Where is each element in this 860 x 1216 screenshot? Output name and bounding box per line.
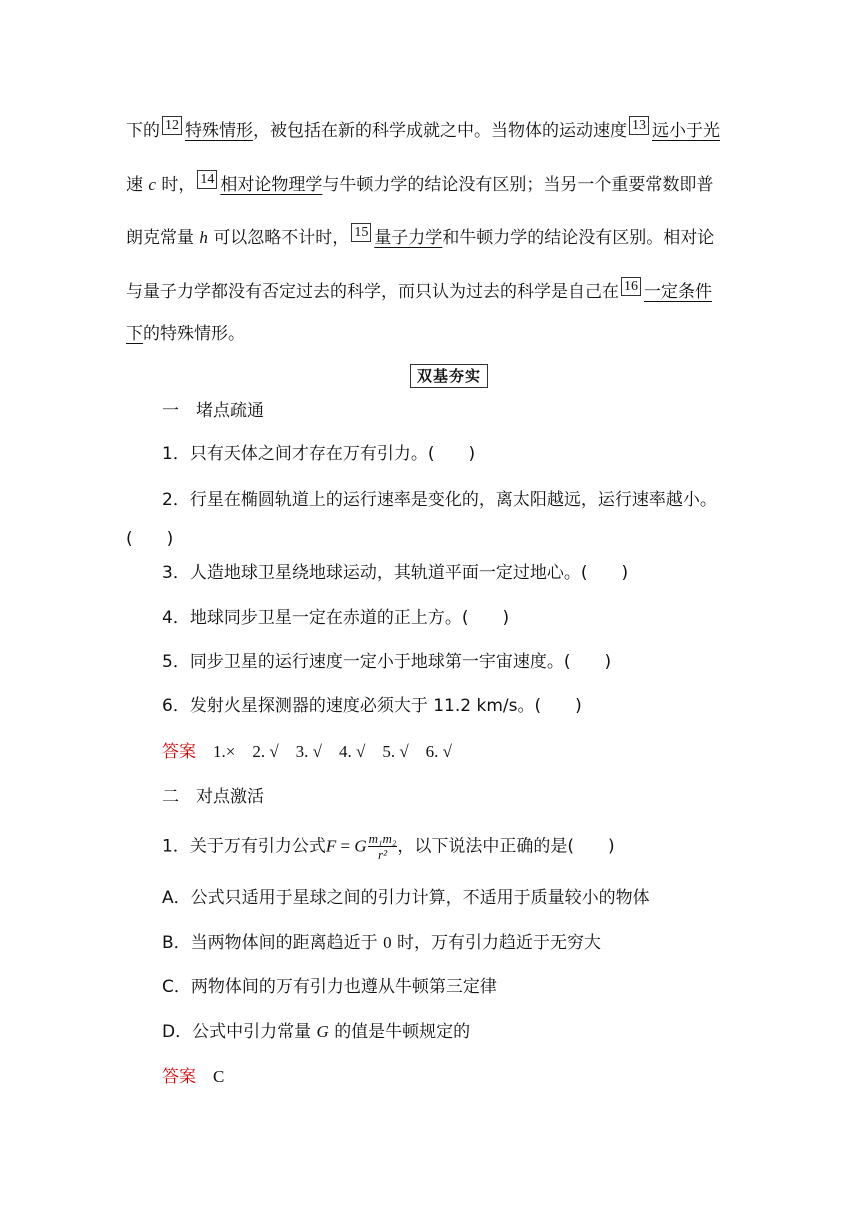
text: 速	[126, 175, 143, 195]
answer-underline: 量子力学	[374, 228, 443, 248]
section-title-box: 双基夯实	[410, 364, 488, 388]
question-4: 4．地球同步卫星一定在赤道的正上方。( )	[162, 608, 510, 628]
blank-number-16: 16	[621, 277, 641, 296]
numerator: m₁m₂	[368, 831, 397, 846]
question-formula	[162, 831, 615, 862]
question-5: 5．同步卫星的运行速度一定小于地球第一宇宙速度。( )	[162, 652, 612, 672]
text: 时，万有引力趋近于无穷大	[396, 933, 601, 953]
text: 的值是牛顿规定的	[334, 1022, 471, 1042]
text: 的特殊情形。	[143, 324, 245, 344]
text: 时，	[161, 175, 196, 195]
answer-underline: 特殊情形	[185, 121, 253, 141]
question-6: 6．发射火星探测器的速度必须大于 11.2 km/s。( )	[162, 696, 582, 716]
var-h: h	[199, 228, 208, 247]
text: D．公式中引力常量	[162, 1022, 312, 1042]
passage-line-5	[126, 321, 245, 347]
text: 朗克常量	[126, 228, 194, 248]
answer-underline: 下	[126, 324, 143, 344]
answer-line-2	[162, 1064, 224, 1090]
text: 和牛顿力学的结论没有区别。相对论	[442, 228, 715, 248]
question-1: 1．只有天体之间才存在万有引力。( )	[162, 444, 476, 464]
text: 1．关于万有引力公式	[162, 836, 326, 857]
question-2-cont: ( )	[126, 529, 174, 549]
answer-text: 1.× 2. √ 3. √ 4. √ 5. √ 6. √	[213, 742, 452, 761]
var-c: c	[148, 175, 156, 194]
option-c: C．两物体间的万有引力也遵从牛顿第三定律	[162, 977, 497, 997]
text: ，被包括在新的科学成就之中。当物体的运动速度	[253, 121, 627, 141]
passage-line-1	[126, 116, 720, 144]
text: B．当两物体间的距离趋近于	[162, 933, 378, 953]
blank-number-15: 15	[351, 223, 371, 242]
passage-line-3	[126, 223, 714, 251]
denominator: r²	[378, 847, 387, 862]
var-F: F	[325, 836, 337, 856]
passage-line-4	[126, 277, 712, 305]
var-G: G	[316, 1022, 329, 1041]
equals: =	[336, 836, 355, 856]
zero: 0	[383, 933, 392, 952]
blank-number-13: 13	[629, 116, 649, 135]
gravity-fraction	[368, 831, 398, 862]
answer-text: C	[213, 1067, 225, 1086]
answer-line-1	[162, 739, 452, 765]
option-b	[162, 930, 601, 956]
blank-number-12: 12	[162, 116, 182, 135]
answer-underline: 一定条件	[644, 282, 712, 302]
part2-heading: 二 对点激活	[162, 787, 264, 807]
question-2: 2．行星在椭圆轨道上的运行速率是变化的，离太阳越远，运行速率越小。	[162, 490, 717, 510]
var-G: G	[354, 836, 367, 856]
text: 与量子力学都没有否定过去的科学，而只认为过去的科学是自己在	[126, 282, 619, 302]
answer-underline: 远小于光	[652, 121, 720, 141]
answer-underline: 相对论物理学	[220, 175, 323, 195]
text: 可以忽略不计时，	[213, 228, 350, 248]
part1-heading: 一 堵点疏通	[162, 401, 264, 421]
option-d	[162, 1019, 470, 1045]
option-a: A．公式只适用于星球之间的引力计算，不适用于质量较小的物体	[162, 888, 650, 908]
answer-label: 答案	[162, 742, 196, 762]
passage-line-2	[126, 170, 713, 198]
text: 与牛顿力学的结论没有区别；当另一个重要常数即普	[322, 175, 714, 195]
blank-number-14: 14	[197, 170, 217, 189]
text: ，以下说法中正确的是( )	[397, 836, 615, 857]
answer-label: 答案	[162, 1067, 196, 1087]
question-3: 3．人造地球卫星绕地球运动，其轨道平面一定过地心。( )	[162, 563, 629, 583]
text: 下的	[126, 121, 160, 141]
